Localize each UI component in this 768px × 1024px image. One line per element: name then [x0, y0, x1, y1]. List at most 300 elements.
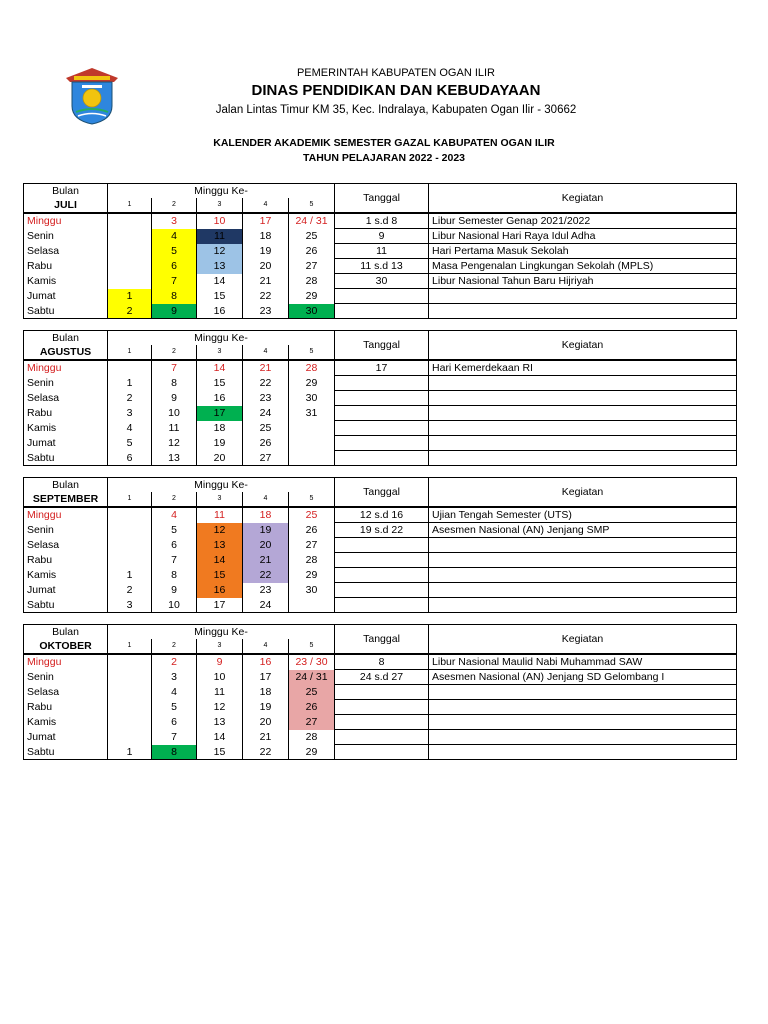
event-description	[429, 568, 737, 583]
date-cell: 5	[152, 244, 197, 259]
calendar-table-oktober	[23, 624, 737, 760]
day-row	[24, 229, 737, 244]
day-row	[24, 745, 737, 760]
event-date: 24 s.d 27	[335, 670, 429, 685]
event-date: 11	[335, 244, 429, 259]
month-name: SEPTEMBER	[24, 492, 108, 507]
date-cell: 25	[289, 685, 335, 700]
date-cell: 1	[108, 568, 152, 583]
day-name: Kamis	[24, 421, 108, 436]
department-name: DINAS PENDIDIKAN DAN KEBUDAYAAN	[251, 82, 541, 99]
date-cell: 7	[152, 274, 197, 289]
event-description	[429, 304, 737, 319]
date-cell: 19	[243, 700, 289, 715]
week-number: 2	[152, 198, 197, 213]
date-cell: 24	[243, 598, 289, 613]
event-date	[335, 700, 429, 715]
date-cell: 10	[152, 406, 197, 421]
month-name: JULI	[24, 198, 108, 213]
date-cell: 18	[243, 685, 289, 700]
week-number: 5	[289, 345, 335, 360]
date-cell: 20	[243, 259, 289, 274]
date-cell: 6	[152, 715, 197, 730]
day-row	[24, 289, 737, 304]
event-description	[429, 538, 737, 553]
event-date	[335, 304, 429, 319]
date-cell: 2	[108, 304, 152, 319]
date-cell: 16	[197, 391, 243, 406]
event-date	[335, 406, 429, 421]
tanggal-header: Tanggal	[335, 331, 429, 361]
event-date	[335, 289, 429, 304]
date-cell	[108, 553, 152, 568]
date-cell: 7	[152, 360, 197, 376]
date-cell: 10	[197, 213, 243, 229]
event-date	[335, 376, 429, 391]
date-cell	[108, 244, 152, 259]
date-cell: 15	[197, 289, 243, 304]
date-cell: 12	[197, 700, 243, 715]
date-cell: 1	[108, 289, 152, 304]
event-description	[429, 700, 737, 715]
day-name: Sabtu	[24, 745, 108, 760]
date-cell: 3	[152, 213, 197, 229]
academic-year: TAHUN PELAJARAN 2022 - 2023	[302, 152, 466, 164]
date-cell	[108, 259, 152, 274]
bulan-label: Bulan	[24, 478, 108, 493]
event-description: Libur Nasional Tahun Baru Hijriyah	[429, 274, 737, 289]
event-date	[335, 451, 429, 466]
day-name: Sabtu	[24, 304, 108, 319]
week-number: 1	[108, 639, 152, 654]
event-description	[429, 685, 737, 700]
date-cell	[289, 436, 335, 451]
event-date: 12 s.d 16	[335, 507, 429, 523]
date-cell: 23	[243, 391, 289, 406]
day-row	[24, 391, 737, 406]
date-cell: 21	[243, 553, 289, 568]
event-description	[429, 376, 737, 391]
day-name: Minggu	[24, 213, 108, 229]
date-cell: 19	[197, 436, 243, 451]
day-row	[24, 538, 737, 553]
day-name: Senin	[24, 229, 108, 244]
day-row	[24, 523, 737, 538]
event-description	[429, 598, 737, 613]
date-cell: 29	[289, 289, 335, 304]
day-row	[24, 583, 737, 598]
date-cell: 4	[152, 685, 197, 700]
event-description	[429, 406, 737, 421]
calendar-table-september	[23, 477, 737, 613]
date-cell: 14	[197, 553, 243, 568]
date-cell: 7	[152, 730, 197, 745]
bulan-label: Bulan	[24, 625, 108, 640]
date-cell: 25	[289, 507, 335, 523]
event-date	[335, 583, 429, 598]
date-cell: 9	[197, 654, 243, 670]
event-description: Hari Pertama Masuk Sekolah	[429, 244, 737, 259]
bulan-label: Bulan	[24, 331, 108, 346]
day-row	[24, 507, 737, 523]
day-row	[24, 670, 737, 685]
week-number: 2	[152, 639, 197, 654]
tanggal-header: Tanggal	[335, 478, 429, 508]
event-date	[335, 568, 429, 583]
calendar-title: KALENDER AKADEMIK SEMESTER GAZAL KABUPATEN OGAN ILIR	[213, 137, 555, 149]
week-number: 3	[197, 639, 243, 654]
week-number: 5	[289, 639, 335, 654]
minggu-ke-label: Minggu Ke-	[108, 184, 335, 199]
day-name: Senin	[24, 523, 108, 538]
date-cell	[108, 507, 152, 523]
day-row	[24, 654, 737, 670]
kegiatan-header: Kegiatan	[429, 478, 737, 508]
event-description	[429, 421, 737, 436]
event-date: 30	[335, 274, 429, 289]
tanggal-header: Tanggal	[335, 625, 429, 655]
minggu-ke-label: Minggu Ke-	[108, 625, 335, 640]
date-cell: 22	[243, 376, 289, 391]
date-cell: 27	[289, 259, 335, 274]
date-cell: 22	[243, 289, 289, 304]
date-cell: 14	[197, 730, 243, 745]
event-description	[429, 583, 737, 598]
date-cell	[108, 538, 152, 553]
date-cell	[108, 274, 152, 289]
day-name: Sabtu	[24, 598, 108, 613]
date-cell: 8	[152, 289, 197, 304]
day-row	[24, 436, 737, 451]
date-cell: 30	[289, 304, 335, 319]
date-cell: 17	[243, 670, 289, 685]
date-cell: 24 / 31	[289, 213, 335, 229]
event-date	[335, 436, 429, 451]
date-cell	[289, 421, 335, 436]
date-cell: 6	[152, 538, 197, 553]
date-cell	[108, 670, 152, 685]
date-cell: 18	[243, 229, 289, 244]
event-date	[335, 538, 429, 553]
day-name: Kamis	[24, 715, 108, 730]
date-cell: 4	[152, 507, 197, 523]
event-description: Asesmen Nasional (AN) Jenjang SD Gelombang I	[429, 670, 737, 685]
date-cell: 27	[289, 538, 335, 553]
event-description	[429, 451, 737, 466]
day-row	[24, 598, 737, 613]
event-description: Libur Nasional Maulid Nabi Muhammad SAW	[429, 654, 737, 670]
date-cell: 7	[152, 553, 197, 568]
event-date	[335, 685, 429, 700]
event-description: Masa Pengenalan Lingkungan Sekolah (MPLS)	[429, 259, 737, 274]
day-name: Rabu	[24, 700, 108, 715]
date-cell: 11	[152, 421, 197, 436]
date-cell	[108, 229, 152, 244]
day-row	[24, 259, 737, 274]
day-row	[24, 360, 737, 376]
date-cell: 28	[289, 274, 335, 289]
minggu-ke-label: Minggu Ke-	[108, 331, 335, 346]
date-cell: 20	[243, 715, 289, 730]
date-cell: 4	[152, 229, 197, 244]
event-date	[335, 391, 429, 406]
event-description	[429, 289, 737, 304]
date-cell: 2	[108, 583, 152, 598]
day-row	[24, 700, 737, 715]
day-name: Selasa	[24, 538, 108, 553]
date-cell: 5	[152, 523, 197, 538]
day-row	[24, 274, 737, 289]
government-name: PEMERINTAH KABUPATEN OGAN ILIR	[296, 67, 496, 79]
date-cell: 31	[289, 406, 335, 421]
date-cell: 22	[243, 568, 289, 583]
date-cell: 8	[152, 376, 197, 391]
date-cell: 23 / 30	[289, 654, 335, 670]
day-name: Jumat	[24, 436, 108, 451]
date-cell: 3	[108, 598, 152, 613]
day-name: Selasa	[24, 685, 108, 700]
day-name: Kamis	[24, 568, 108, 583]
date-cell: 25	[289, 229, 335, 244]
date-cell: 11	[197, 229, 243, 244]
event-date	[335, 745, 429, 760]
date-cell: 22	[243, 745, 289, 760]
event-date: 9	[335, 229, 429, 244]
date-cell: 5	[152, 700, 197, 715]
day-row	[24, 451, 737, 466]
date-cell: 13	[152, 451, 197, 466]
day-row	[24, 730, 737, 745]
date-cell: 27	[243, 451, 289, 466]
date-cell: 13	[197, 715, 243, 730]
date-cell: 15	[197, 568, 243, 583]
date-cell	[108, 715, 152, 730]
week-number: 4	[243, 492, 289, 507]
week-number: 3	[197, 492, 243, 507]
day-row	[24, 406, 737, 421]
week-number: 4	[243, 345, 289, 360]
event-description	[429, 436, 737, 451]
date-cell: 21	[243, 730, 289, 745]
date-cell: 9	[152, 304, 197, 319]
date-cell: 15	[197, 376, 243, 391]
date-cell: 4	[108, 421, 152, 436]
date-cell: 28	[289, 730, 335, 745]
kegiatan-header: Kegiatan	[429, 331, 737, 361]
day-name: Minggu	[24, 360, 108, 376]
day-name: Selasa	[24, 244, 108, 259]
day-name: Rabu	[24, 406, 108, 421]
date-cell: 17	[197, 406, 243, 421]
day-row	[24, 568, 737, 583]
date-cell: 21	[243, 274, 289, 289]
date-cell: 8	[152, 568, 197, 583]
calendar-table-agustus	[23, 330, 737, 466]
day-row	[24, 376, 737, 391]
date-cell: 28	[289, 553, 335, 568]
date-cell: 11	[197, 507, 243, 523]
date-cell: 18	[243, 507, 289, 523]
date-cell: 2	[152, 654, 197, 670]
date-cell: 1	[108, 376, 152, 391]
week-number: 3	[197, 198, 243, 213]
day-name: Jumat	[24, 730, 108, 745]
day-name: Selasa	[24, 391, 108, 406]
event-description: Ujian Tengah Semester (UTS)	[429, 507, 737, 523]
date-cell: 26	[289, 244, 335, 259]
date-cell: 16	[197, 583, 243, 598]
date-cell: 13	[197, 538, 243, 553]
date-cell: 23	[243, 583, 289, 598]
date-cell: 14	[197, 360, 243, 376]
event-date: 1 s.d 8	[335, 213, 429, 229]
week-number: 1	[108, 198, 152, 213]
event-date	[335, 730, 429, 745]
date-cell: 16	[243, 654, 289, 670]
date-cell: 29	[289, 568, 335, 583]
day-row	[24, 213, 737, 229]
date-cell: 17	[243, 213, 289, 229]
date-cell: 19	[243, 523, 289, 538]
date-cell: 25	[243, 421, 289, 436]
event-description	[429, 553, 737, 568]
week-number: 5	[289, 492, 335, 507]
event-date	[335, 715, 429, 730]
date-cell: 2	[108, 391, 152, 406]
date-cell: 15	[197, 745, 243, 760]
date-cell: 3	[152, 670, 197, 685]
date-cell: 11	[197, 685, 243, 700]
event-description: Hari Kemerdekaan RI	[429, 360, 737, 376]
date-cell: 19	[243, 244, 289, 259]
date-cell: 24	[243, 406, 289, 421]
event-description: Asesmen Nasional (AN) Jenjang SMP	[429, 523, 737, 538]
bulan-label: Bulan	[24, 184, 108, 199]
week-number: 2	[152, 492, 197, 507]
date-cell: 12	[197, 523, 243, 538]
event-description	[429, 730, 737, 745]
date-cell: 6	[152, 259, 197, 274]
week-number: 1	[108, 492, 152, 507]
kegiatan-header: Kegiatan	[429, 184, 737, 214]
day-name: Minggu	[24, 654, 108, 670]
day-row	[24, 244, 737, 259]
event-description: Libur Semester Genap 2021/2022	[429, 213, 737, 229]
event-description	[429, 745, 737, 760]
date-cell: 5	[108, 436, 152, 451]
date-cell: 26	[289, 523, 335, 538]
month-name: OKTOBER	[24, 639, 108, 654]
date-cell: 21	[243, 360, 289, 376]
week-number: 3	[197, 345, 243, 360]
event-date: 19 s.d 22	[335, 523, 429, 538]
date-cell: 20	[243, 538, 289, 553]
event-date	[335, 553, 429, 568]
date-cell: 8	[152, 745, 197, 760]
date-cell: 10	[197, 670, 243, 685]
date-cell	[108, 700, 152, 715]
event-date: 11 s.d 13	[335, 259, 429, 274]
event-description: Libur Nasional Hari Raya Idul Adha	[429, 229, 737, 244]
day-name: Jumat	[24, 289, 108, 304]
kegiatan-header: Kegiatan	[429, 625, 737, 655]
date-cell: 6	[108, 451, 152, 466]
minggu-ke-label: Minggu Ke-	[108, 478, 335, 493]
date-cell: 29	[289, 376, 335, 391]
date-cell: 10	[152, 598, 197, 613]
day-name: Minggu	[24, 507, 108, 523]
date-cell: 30	[289, 583, 335, 598]
event-date	[335, 598, 429, 613]
event-date	[335, 421, 429, 436]
date-cell: 23	[243, 304, 289, 319]
day-row	[24, 715, 737, 730]
event-date: 17	[335, 360, 429, 376]
date-cell: 13	[197, 259, 243, 274]
event-description	[429, 715, 737, 730]
day-row	[24, 421, 737, 436]
day-name: Rabu	[24, 553, 108, 568]
date-cell: 29	[289, 745, 335, 760]
day-row	[24, 553, 737, 568]
date-cell: 28	[289, 360, 335, 376]
date-cell	[108, 685, 152, 700]
day-name: Sabtu	[24, 451, 108, 466]
date-cell: 20	[197, 451, 243, 466]
date-cell: 30	[289, 391, 335, 406]
date-cell: 12	[197, 244, 243, 259]
week-number: 4	[243, 198, 289, 213]
date-cell	[108, 213, 152, 229]
date-cell	[108, 360, 152, 376]
date-cell: 9	[152, 583, 197, 598]
day-name: Jumat	[24, 583, 108, 598]
date-cell: 18	[197, 421, 243, 436]
date-cell: 9	[152, 391, 197, 406]
calendar-table-juli	[23, 183, 737, 319]
event-description	[429, 391, 737, 406]
week-number: 4	[243, 639, 289, 654]
month-name: AGUSTUS	[24, 345, 108, 360]
date-cell: 17	[197, 598, 243, 613]
date-cell: 26	[289, 700, 335, 715]
date-cell: 12	[152, 436, 197, 451]
department-address: Jalan Lintas Timur KM 35, Kec. Indralaya, Kabupaten Ogan Ilir - 30662	[215, 104, 577, 116]
week-number: 2	[152, 345, 197, 360]
week-number: 1	[108, 345, 152, 360]
date-cell: 3	[108, 406, 152, 421]
week-number: 5	[289, 198, 335, 213]
date-cell: 26	[243, 436, 289, 451]
date-cell	[108, 730, 152, 745]
day-row	[24, 685, 737, 700]
event-date: 8	[335, 654, 429, 670]
date-cell	[108, 523, 152, 538]
date-cell: 16	[197, 304, 243, 319]
tanggal-header: Tanggal	[335, 184, 429, 214]
day-name: Senin	[24, 376, 108, 391]
date-cell: 27	[289, 715, 335, 730]
date-cell	[108, 654, 152, 670]
date-cell: 24 / 31	[289, 670, 335, 685]
day-row	[24, 304, 737, 319]
date-cell: 1	[108, 745, 152, 760]
day-name: Kamis	[24, 274, 108, 289]
date-cell	[289, 451, 335, 466]
day-name: Senin	[24, 670, 108, 685]
date-cell	[289, 598, 335, 613]
day-name: Rabu	[24, 259, 108, 274]
